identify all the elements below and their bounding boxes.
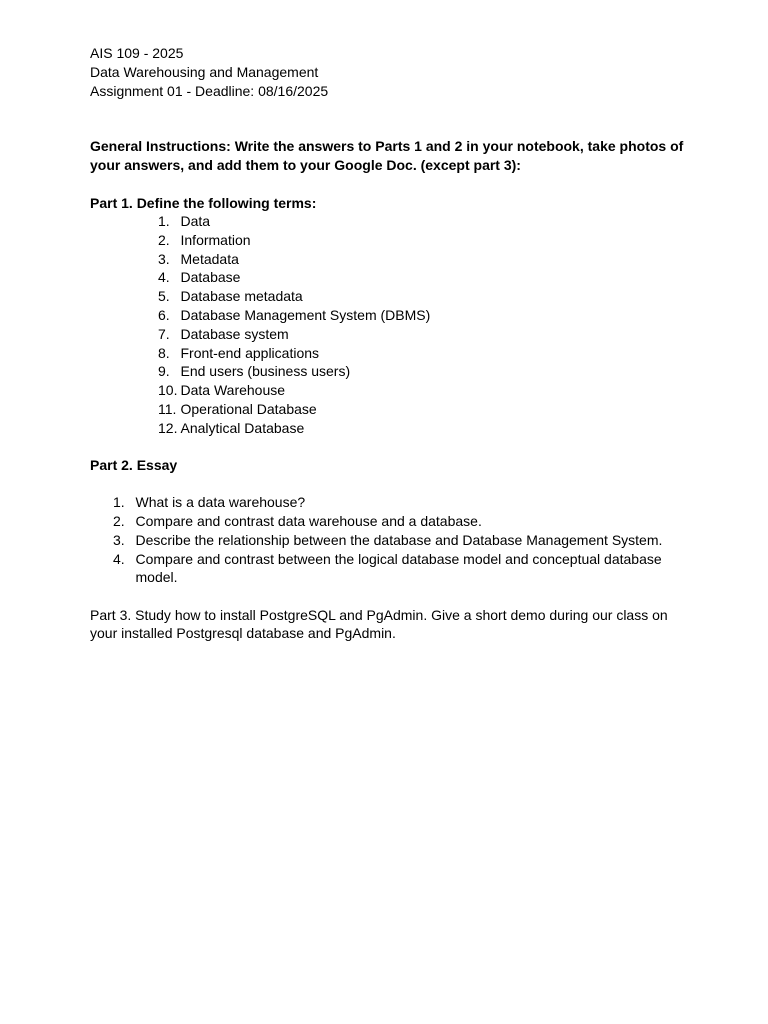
part1-terms-list — [90, 212, 690, 438]
term-text: Operational Database — [180, 401, 317, 418]
term-text: Database — [180, 269, 241, 286]
list-item — [90, 362, 690, 381]
assignment-deadline: Assignment 01 - Deadline: 08/16/2025 — [90, 83, 329, 99]
list-number: 4. — [113, 550, 125, 567]
course-title: Data Warehousing and Management — [90, 64, 319, 80]
term-text: Data Warehouse — [180, 382, 286, 399]
list-number: 4. — [158, 269, 170, 286]
part2-heading: Part 2. Essay — [90, 456, 178, 473]
essay-question: Describe the relationship between the database and Database Management System. — [135, 531, 663, 548]
list-item — [90, 212, 690, 231]
term-text: Metadata — [180, 250, 239, 267]
list-number: 10. — [158, 382, 178, 399]
list-number: 5. — [158, 288, 170, 305]
list-item — [90, 419, 690, 438]
term-text: Database system — [180, 325, 289, 342]
list-item — [90, 381, 690, 400]
list-number: 11. — [158, 401, 177, 418]
course-code: AIS 109 - 2025 — [90, 45, 184, 61]
list-item — [90, 250, 690, 269]
general-instructions: General Instructions: Write the answers to Parts 1 and 2 in your notebook, take photos of your answers, and add them to your Google Doc. (except part 3): — [90, 138, 684, 173]
part1-heading: Part 1. Define the following terms: — [90, 194, 317, 211]
list-number: 1. — [113, 494, 125, 511]
list-item — [90, 325, 690, 344]
list-number: 7. — [158, 325, 170, 342]
term-text: Data — [180, 213, 211, 230]
list-item — [90, 287, 690, 306]
term-text: End users (business users) — [180, 363, 351, 380]
list-item — [90, 493, 690, 512]
list-item — [90, 231, 690, 250]
term-text: Database Management System (DBMS) — [180, 307, 431, 324]
list-number: 9. — [158, 363, 170, 380]
list-item — [90, 512, 690, 531]
list-number: 12. — [158, 419, 178, 436]
essay-question: Compare and contrast data warehouse and a database. — [135, 512, 482, 529]
list-item — [90, 306, 690, 325]
term-text: Analytical Database — [180, 419, 305, 436]
list-number: 1. — [158, 213, 170, 230]
term-text: Database metadata — [180, 288, 303, 305]
list-item — [90, 344, 690, 363]
essay-question: Compare and contrast between the logical database model and conceptual database model. — [135, 550, 662, 586]
list-number: 3. — [113, 531, 125, 548]
list-number: 6. — [158, 307, 170, 324]
list-item — [90, 550, 690, 588]
term-text: Front-end applications — [180, 344, 320, 361]
document-page — [90, 44, 690, 643]
term-text: Information — [180, 231, 251, 248]
list-number: 2. — [158, 231, 170, 248]
list-number: 3. — [158, 250, 170, 267]
essay-question: What is a data warehouse? — [135, 494, 306, 511]
list-item — [90, 531, 690, 550]
part2-essay-list — [90, 493, 690, 587]
list-item — [90, 268, 690, 287]
list-number: 2. — [113, 512, 125, 529]
list-item — [90, 400, 690, 419]
list-number: 8. — [158, 344, 170, 361]
document-header — [90, 44, 690, 101]
part3-paragraph: Part 3. Study how to install PostgreSQL and PgAdmin. Give a short demo during our class on your installed Postgresql database and PgAdmin. — [90, 606, 668, 642]
